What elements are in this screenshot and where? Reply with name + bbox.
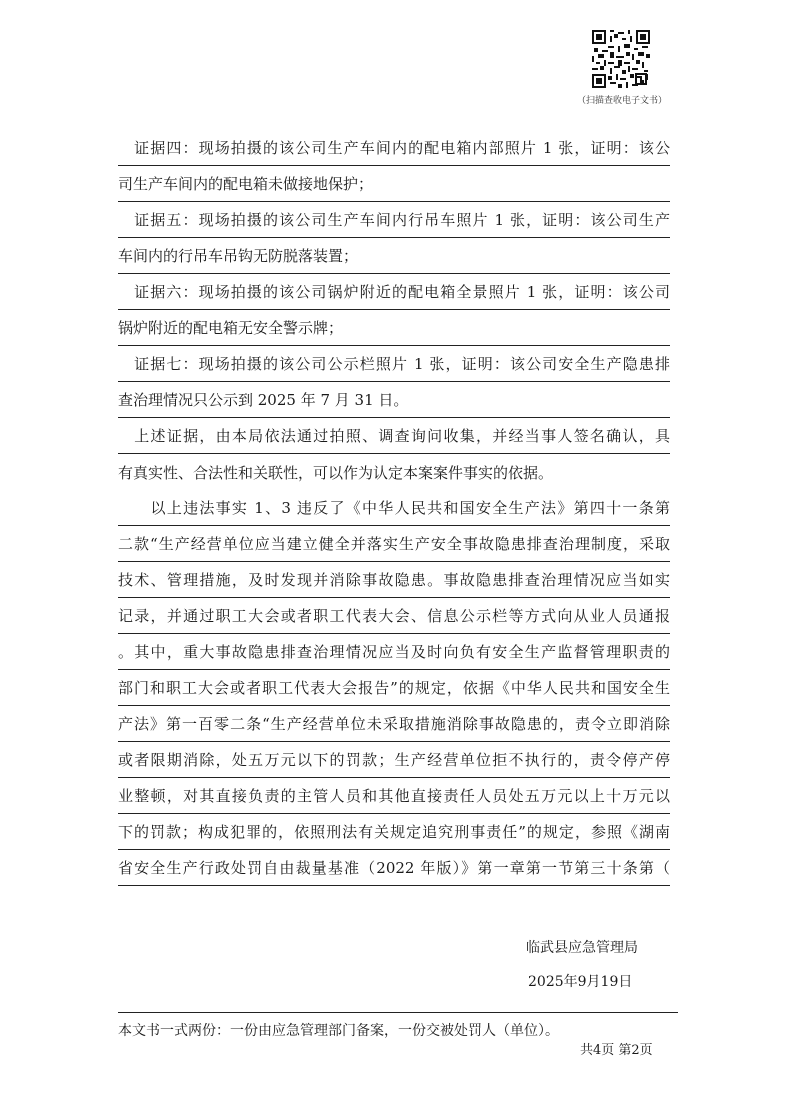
- text-line: 记录，并通过职工大会或者职工代表大会、信息公示栏等方式向从业人员通报: [118, 598, 670, 634]
- text-line: 证据四：现场拍摄的该公司生产车间内的配电箱内部照片 1 张，证明：该公: [118, 130, 670, 166]
- text-line: 业整顿，对其直接负责的主管人员和其他直接责任人员处五万元以上十万元以: [118, 778, 670, 814]
- text-line: 证据六：现场拍摄的该公司锅炉附近的配电箱全景照片 1 张，证明：该公司: [118, 274, 670, 310]
- text-line: 车间内的行吊车吊钩无防脱落装置；: [118, 238, 670, 274]
- footer-note: 本文书一式两份：一份由应急管理部门备案，一份交被处罚人（单位）。: [118, 1023, 559, 1039]
- text-line: 有真实性、合法性和关联性，可以作为认定本案案件事实的依据。: [118, 464, 554, 482]
- document-body: [118, 130, 670, 886]
- text-line: 查治理情况只公示到 2025 年 7 月 31 日。: [118, 382, 670, 418]
- text-line: 省安全生产行政处罚自由裁量基准（2022 年版）》第一章第一节第三十条第（: [118, 850, 670, 886]
- text-line: 证据七：现场拍摄的该公司公示栏照片 1 张，证明：该公司安全生产隐患排: [118, 346, 670, 382]
- text-line: 。其中，重大事故隐患排查治理情况应当及时向负有安全生产监督管理职责的: [118, 634, 670, 670]
- text-line: 锅炉附近的配电箱无安全警示牌；: [118, 310, 670, 346]
- text-line: 下的罚款；构成犯罪的，依照刑法有关规定追究刑事责任”的规定，参照《湖南: [118, 814, 670, 850]
- text-line: 司生产车间内的配电箱未做接地保护；: [118, 166, 670, 202]
- text-line: 部门和职工大会或者职工代表大会报告”的规定，依据《中华人民共和国安全生: [118, 670, 670, 706]
- text-line: 二款“生产经营单位应当建立健全并落实生产安全事故隐患排查治理制度，采取: [118, 526, 670, 562]
- text-line: 上述证据，由本局依法通过拍照、调查询问收集，并经当事人签名确认，具: [118, 418, 670, 454]
- footer-divider: [118, 1012, 678, 1013]
- page-number: 共4页 第2页: [580, 1043, 653, 1058]
- issuing-authority: 临武县应急管理局: [526, 940, 638, 956]
- text-line: 或者限期消除，处五万元以下的罚款；生产经营单位拒不执行的，责令停产停: [118, 742, 670, 778]
- qr-code-icon: [592, 30, 650, 88]
- text-line: 产法》第一百零二条“生产经营单位未采取措施消除事故隐患的，责令立即消除: [118, 706, 670, 742]
- text-line: 以上违法事实 1、3 违反了《中华人民共和国安全生产法》第四十一条第: [118, 490, 670, 526]
- text-line: 证据五：现场拍摄的该公司生产车间内行吊车照片 1 张，证明：该公司生产: [118, 202, 670, 238]
- text-line: 技术、管理措施，及时发现并消除事故隐患。事故隐患排查治理情况应当如实: [118, 562, 670, 598]
- qr-caption: （扫描查收电子文书）: [576, 96, 667, 106]
- issue-date: 2025年9月19日: [528, 974, 633, 990]
